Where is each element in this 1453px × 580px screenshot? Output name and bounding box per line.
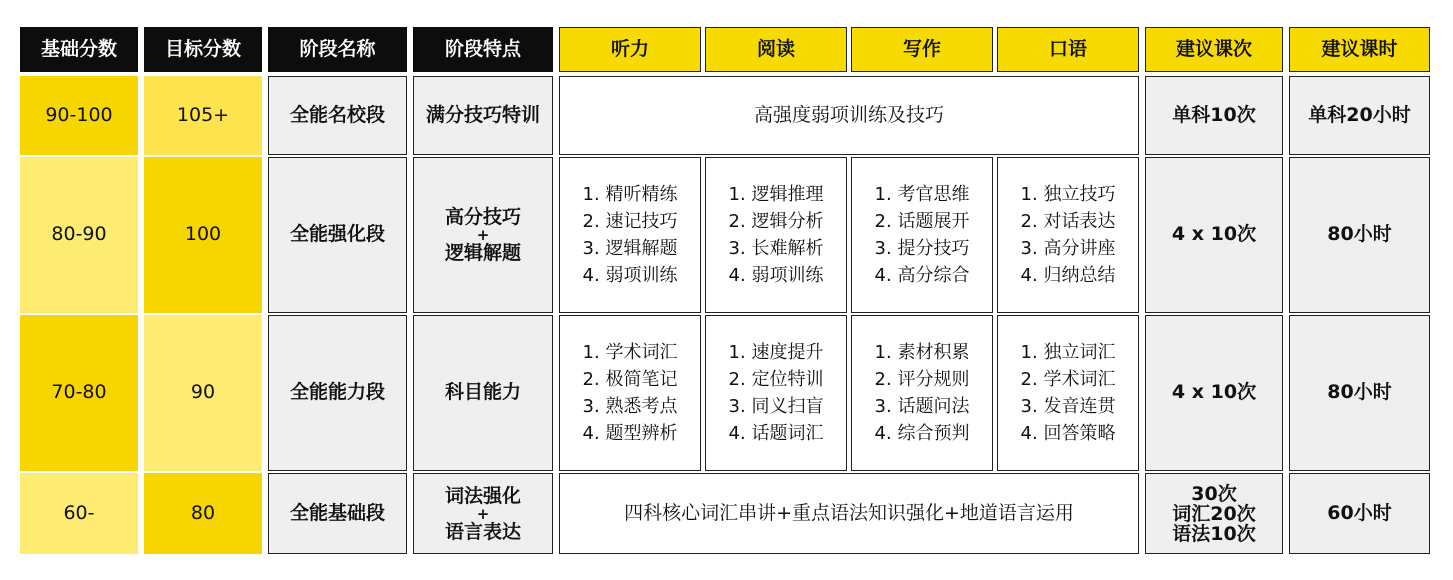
stage-feature-cell: 科目能力: [413, 315, 553, 471]
feature-line: 逻辑解题: [444, 242, 521, 264]
list-item: 1. 考官思维: [874, 184, 970, 205]
feature-line: +: [476, 226, 490, 244]
stage-name-cell: 全能名校段: [268, 76, 407, 155]
list-item: 3. 话题问法: [874, 396, 970, 417]
list-item: 4. 题型辨析: [582, 423, 678, 444]
reading-list: [705, 157, 847, 313]
list-item: 1. 学术词汇: [582, 342, 678, 363]
target-score-cell: 90: [144, 315, 262, 471]
list-item: 2. 话题展开: [874, 211, 970, 232]
header-base-score: 基础分数: [20, 27, 138, 72]
list-item: 3. 逻辑解题: [582, 238, 678, 259]
list-item: 3. 熟悉考点: [582, 396, 678, 417]
header-listening: 听力: [559, 27, 701, 72]
header-stage-feature: 阶段特点: [413, 27, 553, 72]
header-suggested-hours: 建议课时: [1289, 27, 1430, 72]
hours-cell: 80小时: [1289, 315, 1430, 471]
base-score-cell: 80-90: [20, 157, 138, 313]
list-item: 4. 回答策略: [1020, 423, 1116, 444]
list-item: 2. 定位特训: [728, 369, 824, 390]
base-score-cell: 70-80: [20, 315, 138, 471]
listening-list: [559, 315, 701, 471]
list-item: 1. 独立词汇: [1020, 342, 1116, 363]
target-score-cell: 100: [144, 157, 262, 313]
list-item: 4. 归纳总结: [1020, 265, 1116, 286]
hours-cell: 单科20小时: [1289, 76, 1430, 155]
hours-cell: 80小时: [1289, 157, 1430, 313]
list-item: 1. 逻辑推理: [728, 184, 824, 205]
reading-list: [705, 315, 847, 471]
header-suggested-sessions: 建议课次: [1145, 27, 1283, 72]
sessions-line: 语法10次: [1172, 522, 1256, 545]
base-score-cell: 60-: [20, 473, 138, 554]
merged-content-cell: 四科核心词汇串讲+重点语法知识强化+地道语言运用: [559, 473, 1139, 554]
writing-list: [851, 157, 993, 313]
list-item: 3. 提分技巧: [874, 238, 970, 259]
merged-content-cell: 高强度弱项训练及技巧: [559, 76, 1139, 155]
feature-line: 词法强化: [444, 484, 521, 507]
sessions-cell: 单科10次: [1145, 76, 1283, 155]
list-item: 3. 发音连贯: [1020, 396, 1116, 417]
stage-name-cell: 全能强化段: [268, 157, 407, 313]
list-item: 3. 长难解析: [728, 238, 824, 259]
sessions-line: 30次: [1191, 482, 1237, 505]
list-item: 3. 同义扫盲: [728, 396, 824, 417]
list-item: 2. 速记技巧: [582, 211, 678, 232]
speaking-list: [997, 157, 1139, 313]
feature-line: 语言表达: [444, 520, 521, 543]
list-item: 4. 弱项训练: [728, 265, 824, 286]
base-score-cell: 90-100: [20, 76, 138, 155]
header-writing: 写作: [851, 27, 993, 72]
list-item: 2. 极简笔记: [582, 369, 678, 390]
target-score-cell: 105+: [144, 76, 262, 155]
list-item: 1. 素材积累: [874, 342, 970, 363]
writing-list: [851, 315, 993, 471]
sessions-cell: 4 x 10次: [1145, 157, 1283, 313]
sessions-cell: 4 x 10次: [1145, 315, 1283, 471]
list-item: 1. 独立技巧: [1020, 184, 1116, 205]
list-item: 4. 话题词汇: [728, 423, 824, 444]
stage-name-cell: 全能基础段: [268, 473, 407, 554]
list-item: 2. 对话表达: [1020, 211, 1116, 232]
feature-line: 高分技巧: [444, 206, 521, 228]
listening-list: [559, 157, 701, 313]
list-item: 4. 弱项训练: [582, 265, 678, 286]
list-item: 4. 综合预判: [874, 423, 970, 444]
stage-name-cell: 全能能力段: [268, 315, 407, 471]
stage-feature-cell: [413, 157, 553, 313]
stage-feature-cell: [413, 473, 553, 554]
list-item: 1. 精听精练: [582, 184, 678, 205]
sessions-line: 词汇20次: [1172, 502, 1256, 525]
stage-feature-cell: 满分技巧特训: [413, 76, 553, 155]
header-speaking: 口语: [997, 27, 1139, 72]
speaking-list: [997, 315, 1139, 471]
list-item: 2. 评分规则: [874, 369, 970, 390]
header-target-score: 目标分数: [144, 27, 262, 72]
sessions-cell: [1145, 473, 1283, 554]
list-item: 4. 高分综合: [874, 265, 970, 286]
list-item: 1. 速度提升: [728, 342, 824, 363]
feature-line: +: [476, 504, 490, 523]
header-stage-name: 阶段名称: [268, 27, 407, 72]
list-item: 2. 逻辑分析: [728, 211, 824, 232]
header-reading: 阅读: [705, 27, 847, 72]
target-score-cell: 80: [144, 473, 262, 554]
list-item: 2. 学术词汇: [1020, 369, 1116, 390]
list-item: 3. 高分讲座: [1020, 238, 1116, 259]
hours-cell: 60小时: [1289, 473, 1430, 554]
